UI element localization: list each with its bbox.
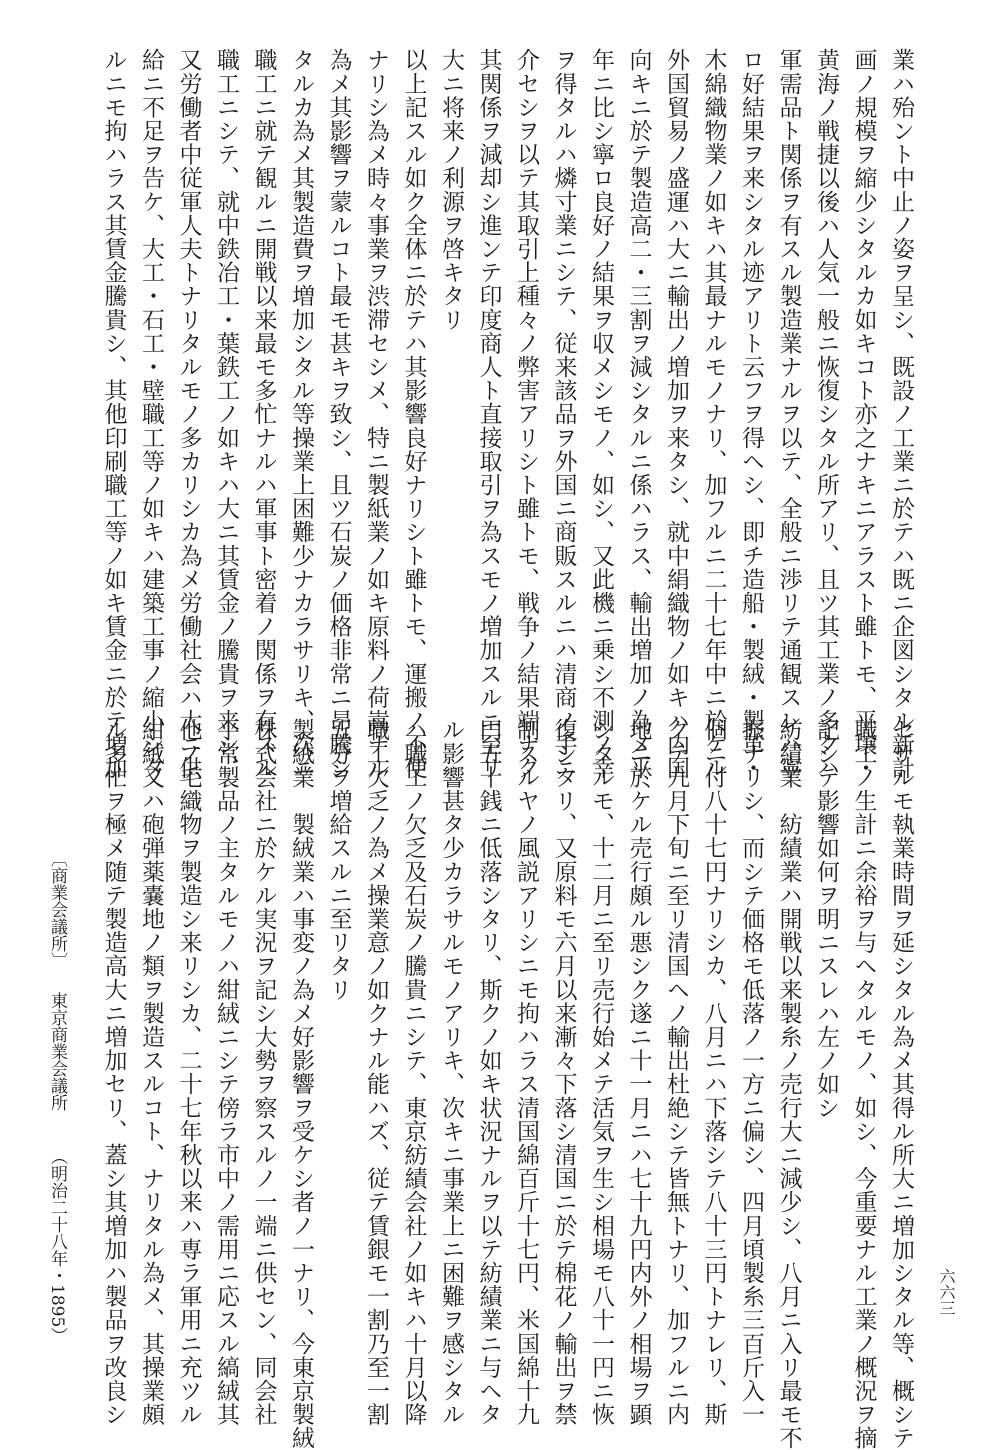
lower-text-column: セサルモ執業時間ヲ延シタル為メ其得ル所大ニ増加シタル等、概シテ — [888, 718, 914, 1450]
lower-text-column: 職工ノ生計ニ余裕ヲ与ヘタルモノ、如シ、今重要ナル工業ノ概況ヲ摘 — [850, 718, 877, 1450]
lower-text-column: 制スルヤノ風説アリシニモ拘ハラス清国綿百斤十七円、米国綿十九 — [513, 718, 539, 1426]
lower-text-column: ル影響甚タ少カラサルモノアリキ、次キニ事業上ニ困難ヲ感シタル — [438, 718, 464, 1426]
upper-text-column: ヲ得タルハ燐寸業ニシテ、従来該品ヲ外国ニ商販スルニハ清商ノ手ニ — [550, 48, 577, 780]
upper-text-column: 以上記スル如ク全体ニ於テハ其影響良好ナリシト雖トモ、運搬ノ不便 — [400, 48, 427, 780]
lower-text-column: 復シタリ、又原料モ六月以来漸々下落シ清国ニ於テ棉花ノ輸出ヲ禁 — [550, 718, 577, 1426]
lower-text-column: ハ職工ノ欠乏及石炭ノ騰貴ニシテ、東京紡績会社ノ如キハ十月以降 — [400, 718, 427, 1426]
page-number: 六六三 — [937, 1268, 956, 1316]
lower-text-column: 記シテ影響如何ヲ明ニスレハ左ノ如シ — [813, 718, 839, 1120]
lower-text-column: 製絨業 製絨業ハ事変ノ為メ好影響ヲ受ケシ者ノ一ナリ、今東京製絨 — [288, 718, 314, 1450]
lower-text-column: 五分ヲ増給スルニ至リタリ — [325, 718, 352, 1002]
upper-text-column: 業ハ殆ント中止ノ姿ヲ呈シ、既設ノ工業ニ於テハ既ニ企図シタル新計 — [888, 48, 914, 780]
upper-text-column: 為メ其影響ヲ蒙ルコト最モ甚キヲ致シ、且ツ石炭ノ価格非常ニ昂騰シ — [325, 48, 352, 780]
lower-text-column: 地ニ於ケル売行頗ル悪シク遂ニ十一月ニハ七十九円内外ノ相場ヲ顕 — [625, 718, 652, 1426]
lower-text-column: 平常製品ノ主タルモノハ紺絨ニシテ傍ラ市中ノ需用ニ応スル縞絨其 — [213, 718, 239, 1426]
lower-text-column: クテ九月下旬ニ至リ清国ヘノ輸出杜絶シテ皆無トナリ、加フルニ内 — [663, 718, 689, 1426]
upper-text-column: ロ好結果ヲ来シタル迹アリト云フヲ得ヘシ、即チ造船・製絨・製革・ — [738, 48, 764, 780]
upper-text-column: 黄海ノ戦捷以後ハ人気一般ニ恢復シタル所アリ、且ツ其工業ノ多クハ — [813, 48, 839, 780]
lower-text-column: 円五十銭ニ低落シタリ、斯クノ如キ状況ナルヲ以テ紡績業ニ与ヘタ — [475, 718, 502, 1426]
upper-text-column: 其関係ヲ減却シ進ンテ印度商人ト直接取引ヲ為スモノ増加スルニ至リ — [475, 48, 502, 780]
lower-text-column: 職工欠乏ノ為メ操業意ノ如クナル能ハズ、従テ賃銀モ一割乃至一割 — [363, 718, 389, 1426]
lower-text-column: シタルモ、十二月ニ至リ売行始メテ活気ヲ生シ相場モ八十一円ニ恢 — [588, 718, 614, 1426]
upper-text-column: 軍需品ト関係ヲ有スル製造業ナルヲ以テ、全般ニ渉リテ通観スレハ寧 — [775, 48, 802, 780]
lower-text-column: 紺絨又ハ砲弾薬嚢地ノ類ヲ製造スルコト、ナリタル為メ、其操業頗 — [138, 718, 164, 1426]
upper-text-column: 又労働者中従軍人夫トナリタルモノ多カリシカ為メ労働社会ハ大ニ供 — [175, 48, 202, 780]
upper-text-column: タルカ為メ其製造費ヲ増加シタル等操業上困難少ナカラサリキ、次ニ — [288, 48, 314, 780]
upper-text-column: ルニモ拘ハラス其賃金騰貴シ、其他印刷職工等ノ如キ賃金ニ於テ増加 — [100, 48, 127, 780]
upper-text-column: 向キニ於テ製造高二・三割ヲ減シタルニ係ハラス、輸出増加ノ為メ平 — [625, 48, 652, 780]
upper-text-column: 年ニ比シ寧ロ良好ノ結果ヲ収メシモノ、如シ、又此機ニ乗シ不測ノ幸 — [588, 48, 614, 780]
source-date: （明治二十八年・1895） — [47, 1148, 67, 1345]
upper-text-column: ナリシ為メ時々事業ヲ渋滞セシメ、特ニ製紙業ノ如キ原料ノ荷嵩ナル — [363, 48, 389, 780]
lower-text-column: ル多忙ヲ極メ随テ製造高大ニ増加セリ、蓋シ其増加ハ製品ヲ改良シ — [100, 718, 127, 1426]
lower-text-column: 振ナリシ、而シテ価格モ低落ノ一方ニ偏シ、四月頃製糸三百斤入一 — [738, 718, 764, 1426]
upper-text-column: 給ニ不足ヲ告ケ、大工・石工・壁職工等ノ如キハ建築工事ノ縮小シタ — [138, 48, 164, 780]
source-name: 東京商業会議所 — [47, 992, 67, 1111]
upper-text-column: 職工ニ就テ観ルニ開戦以来最モ多忙ナルハ軍事ト密着ノ関係ヲ有スル — [250, 48, 277, 780]
upper-text-column: 介セシヲ以テ其取引上種々ノ弊害アリシト雖トモ、戦争ノ結果端ナク — [513, 48, 539, 780]
upper-text-column: 外国貿易ノ盛運ハ大ニ輸出ノ増加ヲ来タシ、就中絹織物ノ如キハ内国 — [663, 48, 689, 780]
lower-text-column: 他ノ毛織物ヲ製造シ来リシカ、二十七年秋以来ハ専ラ軍用ニ充ツル — [175, 718, 202, 1426]
upper-text-column: 大ニ将来ノ利源ヲ啓キタリ — [438, 48, 464, 332]
lower-text-column: 紡績業 紡績業ハ開戦以来製糸ノ売行大ニ減少シ、八月ニ入リ最モ不 — [775, 718, 802, 1450]
upper-text-column: 職工ニシテ、就中鉄冶工・葉鉄工ノ如キハ大ニ其賃金ノ騰貴ヲ来シ、 — [213, 48, 239, 780]
upper-text-column: 画ノ規模ヲ縮少シタルカ如キコト亦之ナキニアラスト雖トモ、平壌・ — [850, 48, 877, 780]
lower-text-column: 株式会社ニ於ケル実況ヲ記シ大勢ヲ察スルノ一端ニ供セン、同会社 — [250, 718, 277, 1426]
upper-text-column: 木綿織物業ノ如キハ其最ナルモノナリ、加フルニ二十七年中ニ於ケル — [700, 48, 727, 780]
source-label: 〔商業会議所〕 — [47, 850, 67, 969]
lower-text-column: 個ニ付八十七円ナリシカ、八月ニハ下落シテ八十三円トナレリ、斯 — [700, 718, 727, 1426]
